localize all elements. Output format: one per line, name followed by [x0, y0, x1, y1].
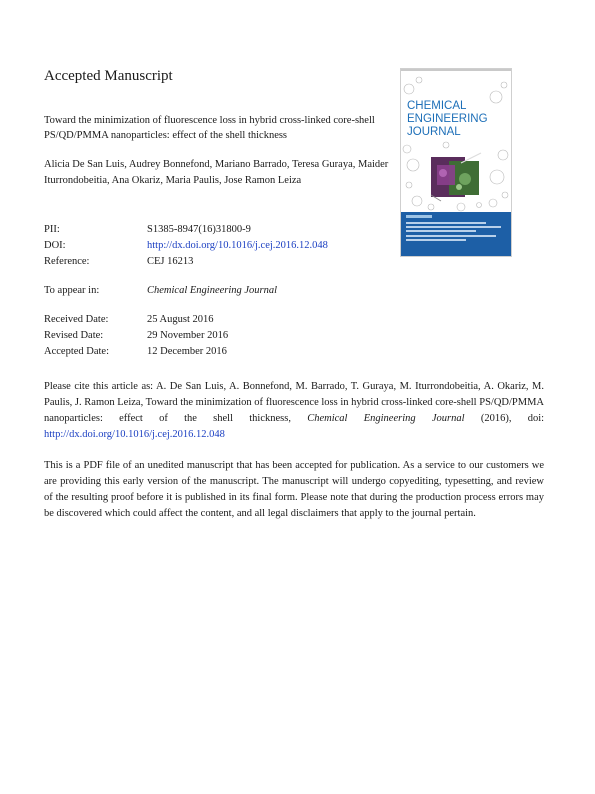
cover-top-rule — [401, 69, 511, 71]
appear-label: To appear in: — [44, 285, 100, 296]
cover-band-text — [406, 226, 501, 228]
doi-label: DOI: — [44, 240, 66, 251]
citation-journal: Chemical Engineering Journal — [307, 413, 465, 424]
accepted-manuscript-heading: Accepted Manuscript — [44, 68, 173, 84]
cover-band-text — [406, 222, 486, 224]
cover-title-line: JOURNAL — [407, 126, 461, 138]
article-title: Toward the minimization of fluorescence loss in hybrid cross-linked core-shell PS/QD/PMMA nanoparticles: effect of the shell thickness — [44, 115, 375, 141]
reference-label: Reference: — [44, 256, 90, 267]
cover-band-tag — [406, 215, 432, 218]
doi-link[interactable]: http://dx.doi.org/10.1016/j.cej.2016.12.048 — [147, 240, 328, 251]
cover-journal-title — [407, 100, 488, 139]
reference-value: CEJ 16213 — [147, 256, 194, 267]
citation-prefix: Please cite this article as: A. De San Luis, A. Bonnefond, M. Barrado, T. Guraya, M. Iturrondobeitia, A. Okariz, M. Paulis, J. Ramon Leiza, Toward the minimization of fluorescence loss in hybrid cross-linked core-shell PS/QD/PMMA nanoparticles: effect of the shell thickness, — [44, 381, 544, 424]
pii-value: S1385-8947(16)31800-9 — [147, 224, 251, 235]
cover-title-line: ENGINEERING — [407, 113, 488, 125]
citation-doi-link[interactable]: http://dx.doi.org/10.1016/j.cej.2016.12.048 — [44, 429, 225, 440]
revised-value: 29 November 2016 — [147, 330, 229, 341]
accepted-label: Accepted Date: — [44, 346, 110, 357]
revised-label: Revised Date: — [44, 330, 104, 341]
accepted-value: 12 December 2016 — [147, 346, 227, 357]
cover-band-text — [406, 230, 476, 232]
received-value: 25 August 2016 — [147, 314, 214, 325]
article-authors: Alicia De San Luis, Audrey Bonnefond, Mariano Barrado, Teresa Guraya, Maider Iturrondobeitia, Ana Okariz, Maria Paulis, Jose Ramon Leiza — [44, 159, 389, 186]
appear-journal: Chemical Engineering Journal — [147, 285, 278, 296]
cover-band-text — [406, 235, 496, 237]
disclaimer-paragraph: This is a PDF file of an unedited manuscript that has been accepted for publication. As a service to our customers we are providing this early version of the manuscript. The manuscript will undergo copyediting, typesetting, and review of the resulting proof before it is published in its final form. Please note that during the production process errors may be discovered which could affect the content, and all legal disclaimers that apply to the journal pertain. — [44, 460, 544, 519]
pii-label: PII: — [44, 224, 60, 235]
received-label: Received Date: — [44, 314, 109, 325]
cover-bottom-band — [401, 212, 511, 256]
journal-cover-image — [400, 68, 512, 257]
cover-title-line: CHEMICAL — [407, 100, 467, 112]
citation-middle: (2016), doi: — [480, 413, 545, 424]
citation-paragraph — [44, 379, 544, 443]
cover-band-text — [406, 239, 466, 241]
